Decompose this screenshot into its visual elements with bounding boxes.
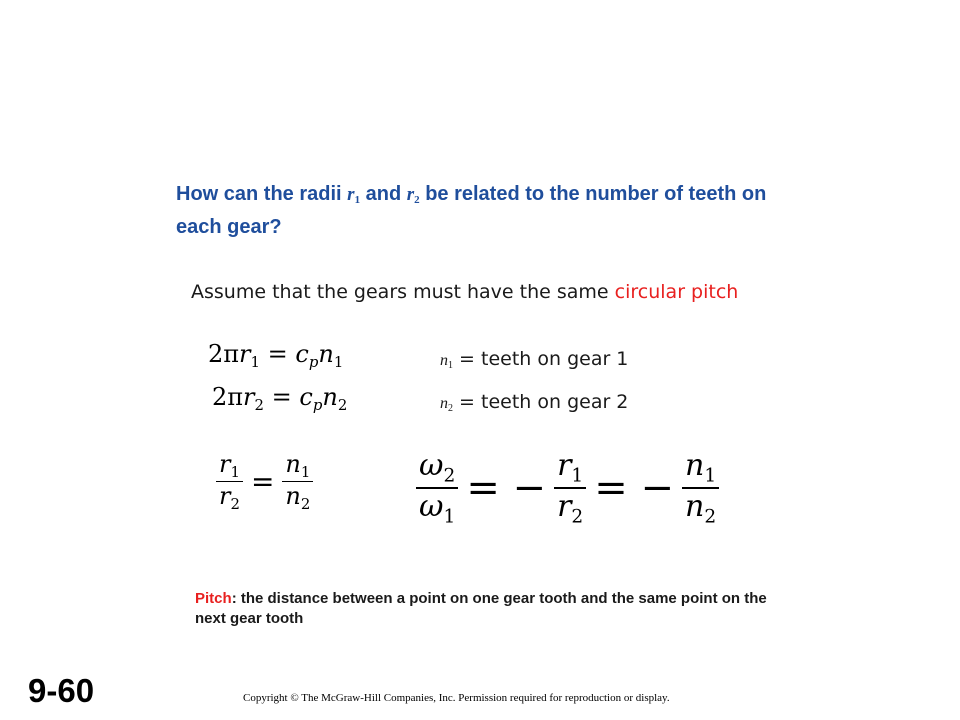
assumption-prefix: Assume that the gears must have the same — [191, 281, 615, 303]
pitch-term: Pitch — [195, 590, 232, 607]
question-and: and — [360, 183, 407, 205]
fraction-r1-r2-neg: $\frac{r_1}{r_2}$ — [554, 448, 586, 527]
copyright-notice: Copyright © The McGraw-Hill Companies, Inc. Permission required for reproduction or display. — [243, 692, 670, 704]
radius-teeth-ratio-equation: $\frac{r_1}{r_2}$ = $\frac{n_1}{n_2}$ — [216, 450, 313, 513]
definition-n2: $n_2$ = teeth on gear 2 — [440, 391, 629, 414]
question-prefix: How can the radii — [176, 183, 348, 205]
radius-r1: $r_1$ — [347, 184, 361, 206]
angular-velocity-ratio-equation: $\frac{\omega_2}{\omega_1}$ = − $\frac{r_1}{r_2}$ = − $\frac{n_1}{n_2}$ — [416, 448, 719, 527]
fraction-n1-n2: $\frac{n_1}{n_2}$ — [282, 450, 313, 513]
fraction-omega2-omega1: $\frac{\omega_2}{\omega_1}$ — [416, 448, 458, 527]
radius-r2: $r_2$ — [406, 184, 420, 206]
pitch-description: : the distance between a point on one gear tooth and the same point on the next gear tooth — [195, 590, 767, 627]
slide-number: 9-60 — [28, 672, 95, 709]
pitch-definition — [195, 589, 795, 629]
fraction-r1-r2: $\frac{r_1}{r_2}$ — [216, 450, 243, 513]
equation-gear-2: $2\pi r_2 = c_pn_2$ — [212, 383, 348, 415]
fraction-n1-n2-neg: $\frac{n_1}{n_2}$ — [682, 448, 719, 527]
assumption-text — [191, 279, 738, 305]
question-text — [176, 181, 796, 241]
circular-pitch-highlight: circular pitch — [614, 281, 739, 303]
definition-n1: $n_1$ = teeth on gear 1 — [440, 348, 629, 371]
question-suffix: be related to the number of teeth on each gear? — [176, 183, 767, 238]
equation-gear-1: $2\pi r_1 = c_pn_1$ — [208, 340, 344, 372]
